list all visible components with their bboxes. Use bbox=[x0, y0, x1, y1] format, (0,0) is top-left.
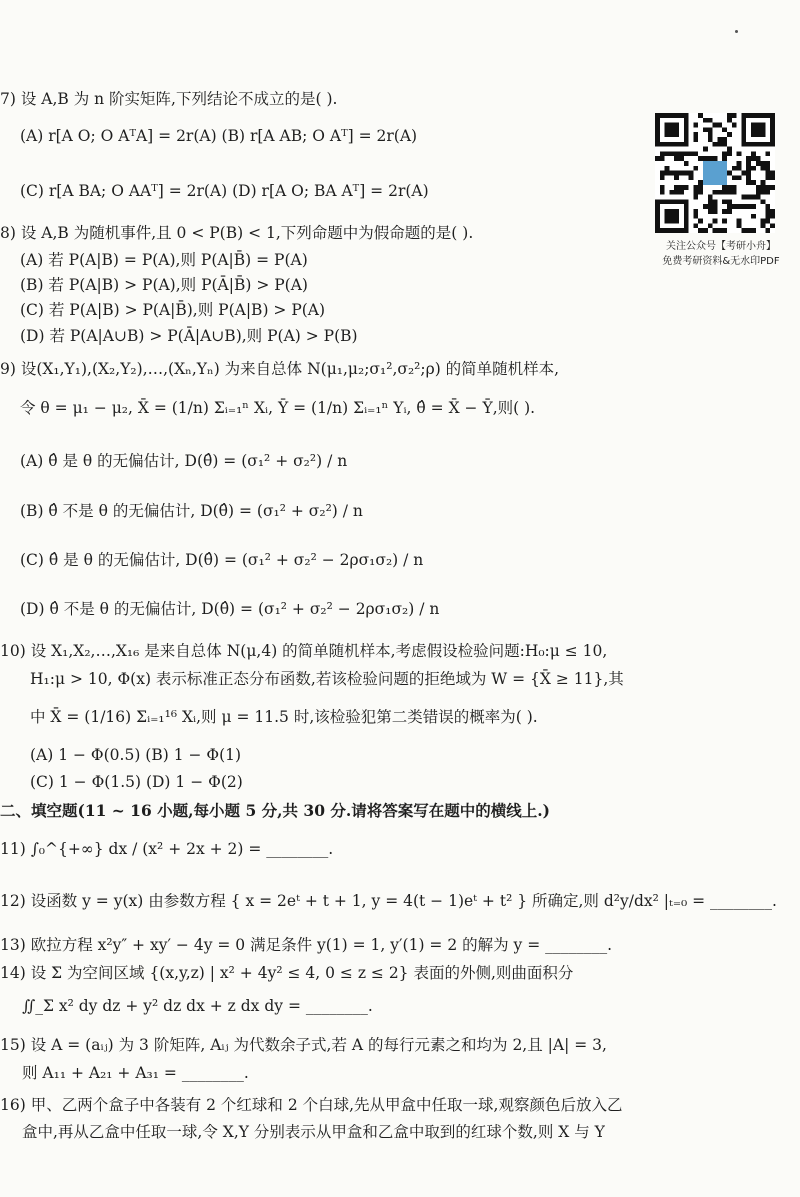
qr-module bbox=[770, 185, 775, 190]
qr-module bbox=[765, 228, 770, 233]
qr-module bbox=[751, 228, 756, 233]
qr-module bbox=[732, 190, 737, 195]
qr-module bbox=[727, 204, 732, 209]
qr-module bbox=[722, 199, 727, 204]
qr-module bbox=[713, 156, 718, 161]
qr-module bbox=[751, 214, 756, 219]
line-sec2: 二、填空题(11 ~ 16 小题,每小题 5 分,共 30 分.请将答案写在题中的横线上.) bbox=[0, 801, 551, 820]
qr-module bbox=[765, 161, 770, 166]
line-q8_b: (B) 若 P(A|B) > P(A),则 P(Ā|B̄) > P(A) bbox=[20, 276, 308, 294]
qr-module bbox=[732, 166, 737, 171]
qr-module bbox=[713, 199, 718, 204]
line-q8_a: (A) 若 P(A|B) = P(A),则 P(A|B̄) = P(A) bbox=[20, 251, 308, 269]
qr-module bbox=[751, 156, 756, 161]
qr-module bbox=[703, 147, 708, 152]
qr-module bbox=[693, 123, 698, 128]
qr-module bbox=[684, 185, 689, 190]
qr-module bbox=[737, 204, 742, 209]
qr-module bbox=[765, 214, 770, 219]
qr-module bbox=[722, 219, 727, 224]
line-q10_l3: 中 X̄ = (1/16) Σᵢ₌₁¹⁶ Xᵢ,则 μ = 11.5 时,该检验犯第二类错误的概率为( ). bbox=[30, 708, 538, 726]
qr-module bbox=[727, 118, 732, 123]
qr-module bbox=[727, 132, 732, 137]
qr-module bbox=[693, 132, 698, 137]
qr-module bbox=[761, 190, 766, 195]
qr-module bbox=[713, 219, 718, 224]
qr-module bbox=[698, 156, 703, 161]
qr-module bbox=[741, 195, 746, 200]
qr-module bbox=[722, 156, 727, 161]
qr-module bbox=[698, 113, 703, 118]
qr-module bbox=[761, 161, 766, 166]
qr-module bbox=[746, 228, 751, 233]
qr-module bbox=[708, 204, 713, 209]
qr-module bbox=[708, 118, 713, 123]
qr-module bbox=[756, 195, 761, 200]
qr-module bbox=[703, 118, 708, 123]
qr-module bbox=[770, 175, 775, 180]
qr-module bbox=[746, 161, 751, 166]
qr-module bbox=[732, 204, 737, 209]
qr-module bbox=[713, 123, 718, 128]
qr-module bbox=[708, 209, 713, 214]
qr-module bbox=[751, 204, 756, 209]
qr-module bbox=[765, 175, 770, 180]
qr-module bbox=[770, 214, 775, 219]
qr-module bbox=[717, 123, 722, 128]
qr-module bbox=[722, 137, 727, 142]
qr-module bbox=[698, 219, 703, 224]
line-q8_d: (D) 若 P(A|A∪B) > P(Ā|A∪B),则 P(A) > P(B) bbox=[20, 327, 358, 345]
qr-module bbox=[765, 185, 770, 190]
qr-module bbox=[756, 156, 761, 161]
line-q7_stem: 7) 设 A,B 为 n 阶实矩阵,下列结论不成立的是( ). bbox=[0, 90, 338, 108]
qr-code-icon bbox=[655, 113, 775, 233]
qr-module bbox=[751, 166, 756, 171]
qr-module bbox=[746, 180, 751, 185]
qr-module bbox=[770, 223, 775, 228]
qr-module bbox=[703, 156, 708, 161]
line-q13: 13) 欧拉方程 x²y″ + xy′ − 4y = 0 满足条件 y(1) = 1, y′(1) = 2 的解为 y = ________. bbox=[0, 936, 613, 954]
line-q16_l2: 盒中,再从乙盒中任取一球,令 X,Y 分别表示从甲盒和乙盒中取到的红球个数,则 X 与 Y bbox=[22, 1123, 605, 1141]
qr-module bbox=[689, 175, 694, 180]
qr-module bbox=[765, 151, 770, 156]
qr-module bbox=[737, 223, 742, 228]
qr-module bbox=[703, 228, 708, 233]
qr-module bbox=[722, 151, 727, 156]
line-q15_l2: 则 A₁₁ + A₂₁ + A₃₁ = ________. bbox=[22, 1064, 249, 1082]
qr-module bbox=[708, 132, 713, 137]
line-q16_l1: 16) 甲、乙两个盒子中各装有 2 个红球和 2 个白球,先从甲盒中任取一球,观察颜色后放入乙 bbox=[0, 1096, 623, 1114]
qr-module bbox=[722, 185, 727, 190]
line-q7_cd: (C) r[A BA; O AAᵀ] = 2r(A) (D) r[A O; BA Aᵀ] = 2r(A) bbox=[20, 182, 429, 200]
qr-module bbox=[669, 171, 674, 176]
qr-module bbox=[674, 151, 679, 156]
line-q9_def: 令 θ = μ₁ − μ₂, X̄ = (1/n) Σᵢ₌₁ⁿ Xᵢ, Ȳ = (1/n) Σᵢ₌₁ⁿ Yᵢ, θ̂ = X̄ − Ȳ,则( ). bbox=[20, 399, 536, 417]
qr-module bbox=[674, 156, 679, 161]
qr-module bbox=[660, 156, 665, 161]
qr-module bbox=[708, 195, 713, 200]
qr-finder-inner bbox=[665, 209, 679, 223]
qr-module bbox=[660, 175, 665, 180]
qr-module bbox=[698, 180, 703, 185]
qr-module bbox=[722, 190, 727, 195]
qr-module bbox=[737, 151, 742, 156]
qr-module bbox=[756, 185, 761, 190]
qr-module bbox=[703, 204, 708, 209]
qr-module bbox=[722, 127, 727, 132]
qr-module bbox=[684, 161, 689, 166]
qr-module bbox=[761, 166, 766, 171]
qr-module bbox=[761, 223, 766, 228]
qr-module bbox=[732, 113, 737, 118]
qr-module bbox=[708, 156, 713, 161]
qr-module bbox=[727, 113, 732, 118]
qr-module bbox=[665, 151, 670, 156]
line-q10_ab: (A) 1 − Φ(0.5) (B) 1 − Φ(1) bbox=[30, 746, 242, 764]
line-q14_l2: ∬_Σ x² dy dz + y² dz dx + z dx dy = ________. bbox=[22, 997, 373, 1015]
qr-module bbox=[693, 166, 698, 171]
qr-module bbox=[679, 190, 684, 195]
qr-module bbox=[693, 214, 698, 219]
qr-module bbox=[756, 190, 761, 195]
qr-module bbox=[732, 185, 737, 190]
qr-module bbox=[732, 175, 737, 180]
qr-caption-promo: 免费考研资料&无水印PDF bbox=[662, 256, 780, 267]
qr-finder-inner bbox=[751, 123, 765, 137]
qr-module bbox=[722, 209, 727, 214]
qr-module bbox=[737, 161, 742, 166]
line-q9_c: (C) θ̂ 是 θ 的无偏估计, D(θ̂) = (σ₁² + σ₂² − 2ρσ₁σ₂) / n bbox=[20, 551, 424, 569]
qr-module bbox=[746, 171, 751, 176]
qr-module bbox=[746, 166, 751, 171]
qr-module bbox=[665, 166, 670, 171]
qr-module bbox=[737, 175, 742, 180]
line-q8_stem: 8) 设 A,B 为随机事件,且 0 < P(B) < 1,下列命题中为假命题的是( ). bbox=[0, 224, 474, 242]
qr-module bbox=[732, 123, 737, 128]
qr-module bbox=[679, 185, 684, 190]
qr-module bbox=[698, 190, 703, 195]
qr-module bbox=[765, 171, 770, 176]
qr-module bbox=[698, 185, 703, 190]
qr-module bbox=[761, 180, 766, 185]
qr-module bbox=[770, 209, 775, 214]
qr-module bbox=[660, 171, 665, 176]
qr-module bbox=[717, 142, 722, 147]
qr-module bbox=[693, 137, 698, 142]
qr-module bbox=[713, 204, 718, 209]
qr-module bbox=[679, 151, 684, 156]
qr-module bbox=[722, 228, 727, 233]
qr-module bbox=[684, 171, 689, 176]
qr-caption-account: 关注公众号【考研小舟】 bbox=[666, 241, 776, 252]
line-q10_cd: (C) 1 − Φ(1.5) (D) 1 − Φ(2) bbox=[30, 773, 243, 791]
qr-module bbox=[746, 175, 751, 180]
qr-module bbox=[737, 219, 742, 224]
line-q14_l1: 14) 设 Σ 为空间区域 {(x,y,z) | x² + 4y² ≤ 4, 0 ≤ z ≤ 2} 表面的外侧,则曲面积分 bbox=[0, 964, 574, 982]
qr-module bbox=[679, 156, 684, 161]
qr-module bbox=[765, 219, 770, 224]
line-q9_d: (D) θ̂ 不是 θ 的无偏估计, D(θ̂) = (σ₁² + σ₂² − 2ρσ₁σ₂) / n bbox=[20, 600, 440, 618]
qr-module bbox=[770, 171, 775, 176]
qr-module bbox=[698, 228, 703, 233]
qr-module bbox=[693, 151, 698, 156]
line-q8_c: (C) 若 P(A|B) > P(A|B̄),则 P(A|B) > P(A) bbox=[20, 301, 326, 319]
line-q9_stem: 9) 设(X₁,Y₁),(X₂,Y₂),…,(Xₙ,Yₙ) 为来自总体 N(μ₁,μ₂;σ₁²,σ₂²;ρ) 的简单随机样本, bbox=[0, 360, 560, 378]
qr-module bbox=[765, 166, 770, 171]
qr-module bbox=[693, 223, 698, 228]
qr-center-logo bbox=[703, 161, 727, 185]
qr-module bbox=[713, 228, 718, 233]
qr-finder-inner bbox=[665, 123, 679, 137]
qr-module bbox=[660, 190, 665, 195]
qr-module bbox=[669, 190, 674, 195]
qr-module bbox=[727, 209, 732, 214]
qr-module bbox=[727, 151, 732, 156]
qr-module bbox=[761, 185, 766, 190]
qr-module bbox=[717, 137, 722, 142]
line-q10_l2: H₁:μ > 10, Φ(x) 表示标准正态分布函数,若该检验问题的拒绝域为 W = {X̄ ≥ 11},其 bbox=[30, 670, 624, 688]
qr-module bbox=[674, 190, 679, 195]
qr-module bbox=[761, 199, 766, 204]
qr-module bbox=[741, 204, 746, 209]
qr-module bbox=[737, 166, 742, 171]
qr-module bbox=[741, 228, 746, 233]
qr-module bbox=[684, 151, 689, 156]
qr-module bbox=[751, 180, 756, 185]
qr-module bbox=[746, 195, 751, 200]
qr-module bbox=[727, 199, 732, 204]
line-q9_b: (B) θ̂ 不是 θ 的无偏估计, D(θ̂) = (σ₁² + σ₂²) / n bbox=[20, 502, 363, 520]
qr-module bbox=[708, 137, 713, 142]
qr-module bbox=[689, 151, 694, 156]
qr-module bbox=[746, 156, 751, 161]
scan-speck bbox=[735, 30, 738, 33]
qr-module bbox=[713, 142, 718, 147]
qr-module bbox=[727, 171, 732, 176]
qr-module bbox=[751, 151, 756, 156]
qr-module bbox=[765, 190, 770, 195]
line-q12: 12) 设函数 y = y(x) 由参数方程 { x = 2eᵗ + t + 1, y = 4(t − 1)eᵗ + t² } 所确定,则 d²y/dx² |ₜ₌₀ = ________. bbox=[0, 892, 777, 910]
qr-module bbox=[727, 190, 732, 195]
line-q10_stem: 10) 设 X₁,X₂,…,X₁₆ 是来自总体 N(μ,4) 的简单随机样本,考虑假设检验问题:H₀:μ ≤ 10, bbox=[0, 642, 608, 660]
line-q15_l1: 15) 设 A = (aᵢⱼ) 为 3 阶矩阵, Aᵢⱼ 为代数余子式,若 A 的每行元素之和均为 2,且 |A| = 3, bbox=[0, 1036, 607, 1054]
qr-module bbox=[665, 171, 670, 176]
qr-module bbox=[693, 209, 698, 214]
qr-module bbox=[674, 185, 679, 190]
qr-module bbox=[689, 171, 694, 176]
qr-module bbox=[717, 190, 722, 195]
line-q9_a: (A) θ̂ 是 θ 的无偏估计, D(θ̂) = (σ₁² + σ₂²) / n bbox=[20, 452, 348, 470]
qr-module bbox=[708, 223, 713, 228]
qr-module bbox=[751, 195, 756, 200]
qr-module bbox=[660, 185, 665, 190]
qr-module bbox=[669, 151, 674, 156]
qr-module bbox=[703, 127, 708, 132]
qr-module bbox=[693, 190, 698, 195]
qr-module bbox=[660, 151, 665, 156]
qr-module bbox=[693, 195, 698, 200]
line-q7_ab: (A) r[A O; O AᵀA] = 2r(A) (B) r[A AB; O Aᵀ] = 2r(A) bbox=[20, 127, 418, 145]
qr-module bbox=[765, 204, 770, 209]
qr-module bbox=[722, 142, 727, 147]
qr-module bbox=[717, 228, 722, 233]
qr-module bbox=[693, 185, 698, 190]
qr-module bbox=[746, 204, 751, 209]
qr-module bbox=[761, 219, 766, 224]
qr-module bbox=[713, 209, 718, 214]
qr-module bbox=[679, 171, 684, 176]
qr-module bbox=[674, 175, 679, 180]
qr-module bbox=[741, 171, 746, 176]
qr-module bbox=[713, 190, 718, 195]
qr-module bbox=[708, 199, 713, 204]
qr-module bbox=[727, 185, 732, 190]
qr-module bbox=[727, 147, 732, 152]
qr-module bbox=[674, 171, 679, 176]
qr-module bbox=[765, 209, 770, 214]
qr-module bbox=[708, 127, 713, 132]
qr-module bbox=[655, 156, 660, 161]
line-q11: 11) ∫₀^{+∞} dx / (x² + 2x + 2) = ________. bbox=[0, 840, 334, 858]
qr-module bbox=[756, 161, 761, 166]
